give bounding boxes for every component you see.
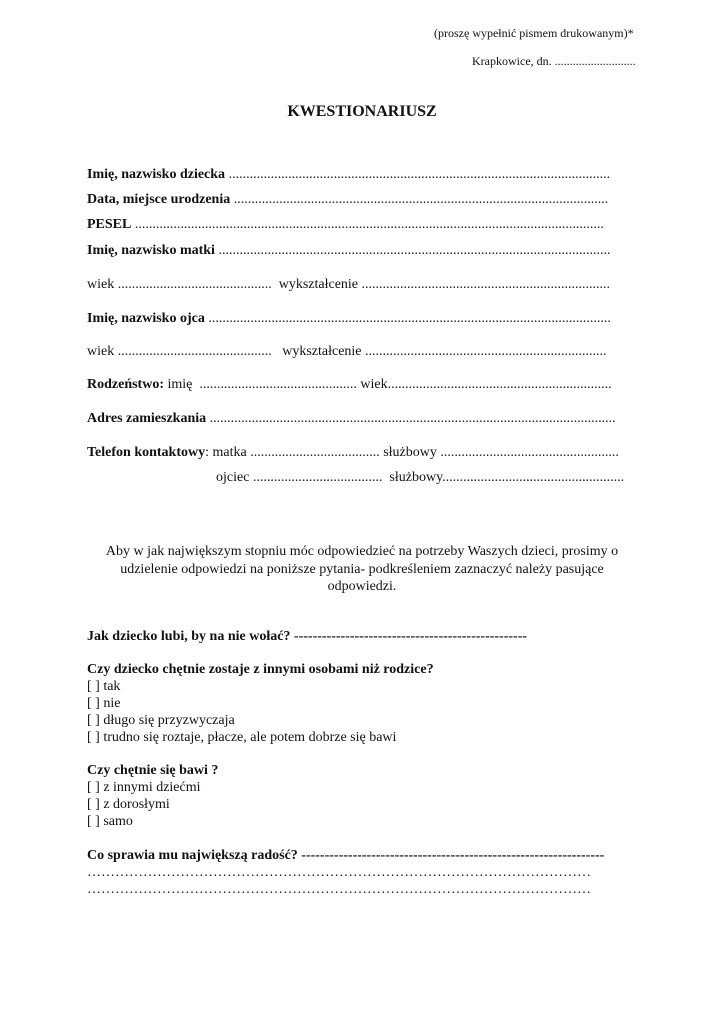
field-rest: imię ............................................. wiek................................................................: [164, 377, 612, 392]
field-label: Adres zamieszkania: [87, 411, 207, 426]
option-item[interactable]: [ ] trudno się roztaje, płacze, ale potem dobrze się bawi: [87, 730, 397, 745]
field-label: Imię, nazwisko ojca: [87, 311, 205, 326]
field-father-name[interactable]: [87, 310, 611, 327]
field-label: PESEL: [87, 217, 132, 232]
field-dots: ......................................................................................................................................: [131, 217, 604, 232]
question-joy[interactable]: Co sprawia mu największą radość? -----------------------------------------------------------------: [87, 848, 605, 863]
field-dots: ...................................................................................................................: [204, 311, 611, 326]
field-father-details[interactable]: wiek ............................................ wykształcenie .....................................................................: [87, 344, 607, 359]
field-birth[interactable]: [87, 191, 608, 208]
option-item[interactable]: [ ] samo: [87, 814, 133, 829]
field-rest: : matka ..................................... służbowy ...................................................: [205, 445, 619, 460]
question-play: Czy chętnie się bawi ?: [87, 763, 219, 778]
option-item[interactable]: [ ] z innymi dziećmi: [87, 780, 201, 795]
field-phone-father[interactable]: ojciec ..................................... służbowy....................................................: [216, 470, 625, 485]
option-item[interactable]: [ ] tak: [87, 679, 121, 694]
document-title: KWESTIONARIUSZ: [287, 103, 437, 120]
option-item[interactable]: [ ] długo się przyzwyczaja: [87, 713, 235, 728]
question-nickname[interactable]: Jak dziecko lubi, by na nie wołać? --------------------------------------------------: [87, 629, 528, 644]
field-dots: ...........................................................................................................: [230, 192, 609, 207]
answer-line[interactable]: ………………………………………………………………………………………………: [87, 865, 591, 880]
field-child-name[interactable]: [87, 166, 610, 183]
print-instruction: (proszę wypełnić pismem drukowanym)*: [434, 26, 634, 40]
field-label: Data, miejsce urodzenia: [87, 192, 231, 207]
answer-line[interactable]: ………………………………………………………………………………………………: [87, 882, 591, 897]
field-address[interactable]: [87, 410, 616, 427]
field-dots: ....................................................................................................................: [206, 411, 616, 426]
intro-line-2: udzielenie odpowiedzi na poniższe pytania- podkreśleniem zaznaczyć należy pasujące: [120, 562, 604, 577]
option-item[interactable]: [ ] z dorosłymi: [87, 797, 170, 812]
field-dots: .............................................................................................................: [225, 167, 611, 182]
field-dots: ................................................................................................................: [214, 243, 611, 258]
place-date: Krapkowice, dn. ...........................: [472, 54, 636, 68]
field-mother-details[interactable]: wiek ............................................ wykształcenie .......................................................................: [87, 277, 611, 292]
field-label: Telefon kontaktowy: [87, 445, 206, 460]
question-stay-with-others: Czy dziecko chętnie zostaje z innymi osobami niż rodzice?: [87, 662, 434, 677]
field-label: Rodzeństwo:: [87, 377, 164, 392]
intro-line-1: Aby w jak największym stopniu móc odpowiedzieć na potrzeby Waszych dzieci, prosimy o: [105, 544, 619, 559]
intro-line-3: odpowiedzi.: [327, 579, 397, 594]
field-label: Imię, nazwisko matki: [87, 243, 215, 258]
field-phone-mother[interactable]: [87, 444, 619, 461]
field-pesel[interactable]: [87, 216, 604, 233]
field-label: Imię, nazwisko dziecka: [87, 167, 226, 182]
field-siblings[interactable]: [87, 376, 612, 393]
option-item[interactable]: [ ] nie: [87, 696, 121, 711]
field-mother-name[interactable]: [87, 242, 610, 259]
